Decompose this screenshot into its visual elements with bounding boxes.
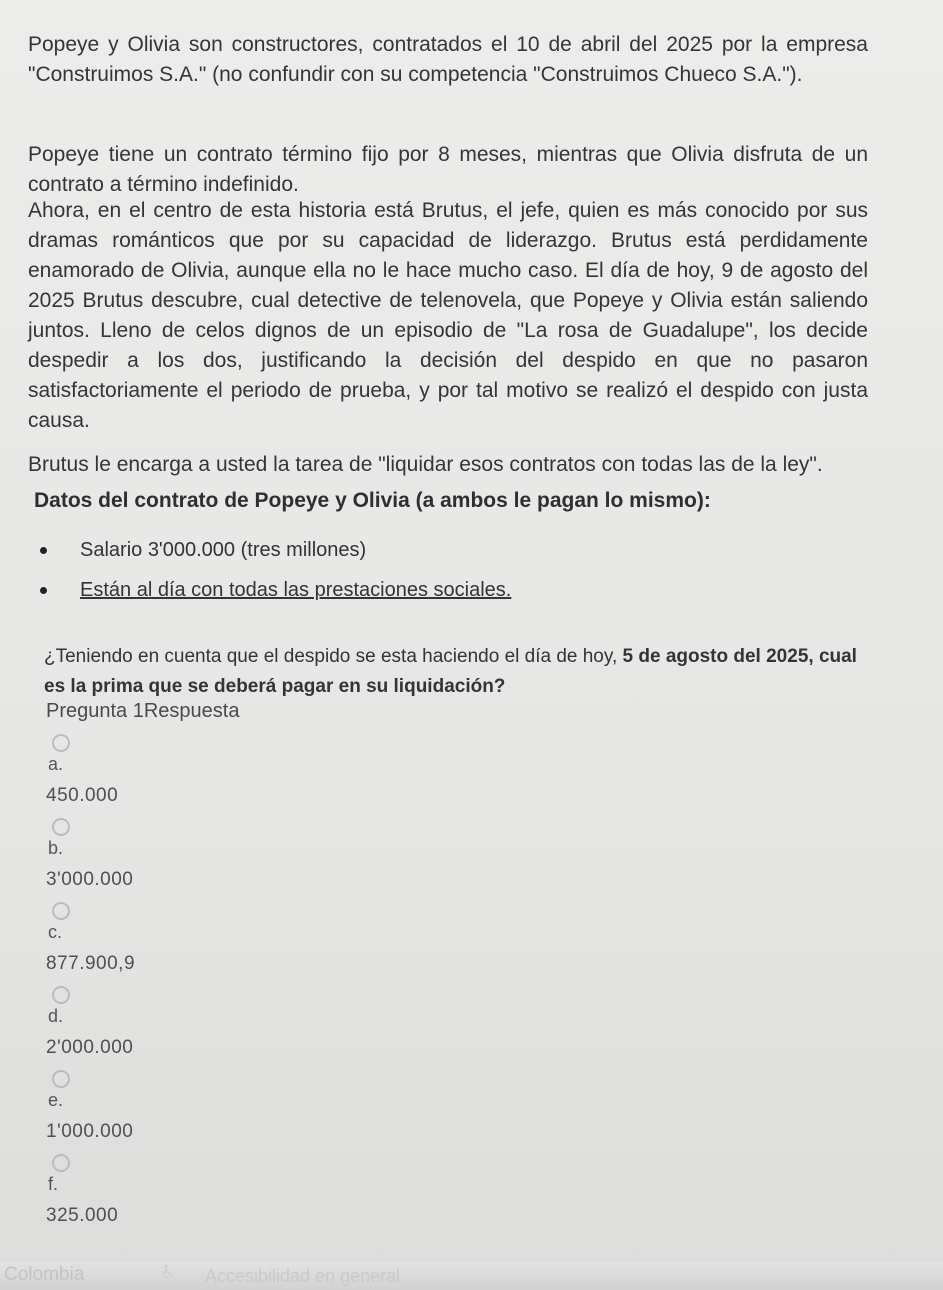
- question-label: Pregunta 1Respuesta: [46, 700, 240, 722]
- option-f-letter: f.: [48, 1174, 59, 1194]
- question-text-normal: ¿Teniendo en cuenta que el despido se esta haciendo el día de hoy,: [44, 646, 623, 667]
- option-a-radio[interactable]: [52, 734, 70, 752]
- option-f[interactable]: [46, 1154, 346, 1227]
- option-e-value[interactable]: 1'000.000: [46, 1121, 134, 1142]
- option-c-radio[interactable]: [52, 902, 70, 920]
- option-e[interactable]: [46, 1070, 346, 1143]
- option-d-value[interactable]: 2'000.000: [46, 1037, 134, 1058]
- story-paragraph-1: Popeye y Olivia son constructores, contratados el 10 de abril del 2025 por la empresa "Construimos S.A." (no confundir con su competencia "Construimos Chueco S.A.").: [28, 33, 868, 86]
- contract-details-list: [40, 530, 511, 610]
- benefits-item: Están al día con todas las prestaciones sociales.: [40, 570, 511, 610]
- option-b-letter: b.: [48, 838, 64, 858]
- option-c-letter: c.: [48, 922, 63, 942]
- question-text: [44, 642, 864, 702]
- option-e-radio[interactable]: [52, 1070, 70, 1088]
- footer: [0, 1262, 943, 1290]
- option-b-radio[interactable]: [52, 818, 70, 836]
- question-text-bold: 5 de agosto del 2025, cual es la prima que se deberá pagar en su liquidación?: [44, 646, 857, 697]
- story-paragraph-3: Ahora, en el centro de esta historia está Brutus, el jefe, quien es más conocido por sus dramas románticos que por su capacidad de liderazgo. Brutus está perdidamente enamorado de Olivia, aunque ella no le hace mucho caso. El día de hoy, 9 de agosto del 2025 Brutus descubre, cual detective de telenovela, que Popeye y Olivia están saliendo juntos. Lleno de celos dignos de un episodio de "La rosa de Guadalupe", los decide despedir a los dos, justificando la decisión del despido en que no pasaron satisfactoriamente el periodo de prueba, y por tal motivo se realizó el despido con justa causa.: [28, 199, 868, 432]
- option-f-value[interactable]: 325.000: [46, 1205, 119, 1226]
- contract-heading: Datos del contrato de Popeye y Olivia (a ambos le pagan lo mismo):: [34, 489, 711, 512]
- accessibility-link[interactable]: Accesibilidad en general: [205, 1266, 401, 1286]
- option-a-letter: a.: [48, 754, 64, 774]
- option-d-radio[interactable]: [52, 986, 70, 1004]
- option-b-value[interactable]: 3'000.000: [46, 869, 134, 890]
- option-e-letter: e.: [48, 1090, 64, 1110]
- option-a[interactable]: [46, 734, 346, 807]
- footer-country: Colombia: [4, 1264, 85, 1285]
- option-f-radio[interactable]: [52, 1154, 70, 1172]
- option-d-letter: d.: [48, 1006, 64, 1026]
- option-c[interactable]: [46, 902, 346, 975]
- option-d[interactable]: [46, 986, 346, 1059]
- story-paragraph-2: Popeye tiene un contrato término fijo por 8 meses, mientras que Olivia disfruta de un contrato a término indefinido.: [28, 143, 868, 196]
- story-paragraph-4: Brutus le encarga a usted la tarea de "liquidar esos contratos con todas las de la ley".: [28, 453, 823, 476]
- salary-item: Salario 3'000.000 (tres millones): [40, 530, 511, 570]
- option-a-value[interactable]: 450.000: [46, 785, 119, 806]
- accessibility-icon[interactable]: ♿: [160, 1262, 177, 1282]
- option-b[interactable]: [46, 818, 346, 891]
- option-c-value[interactable]: 877.900,9: [46, 953, 136, 974]
